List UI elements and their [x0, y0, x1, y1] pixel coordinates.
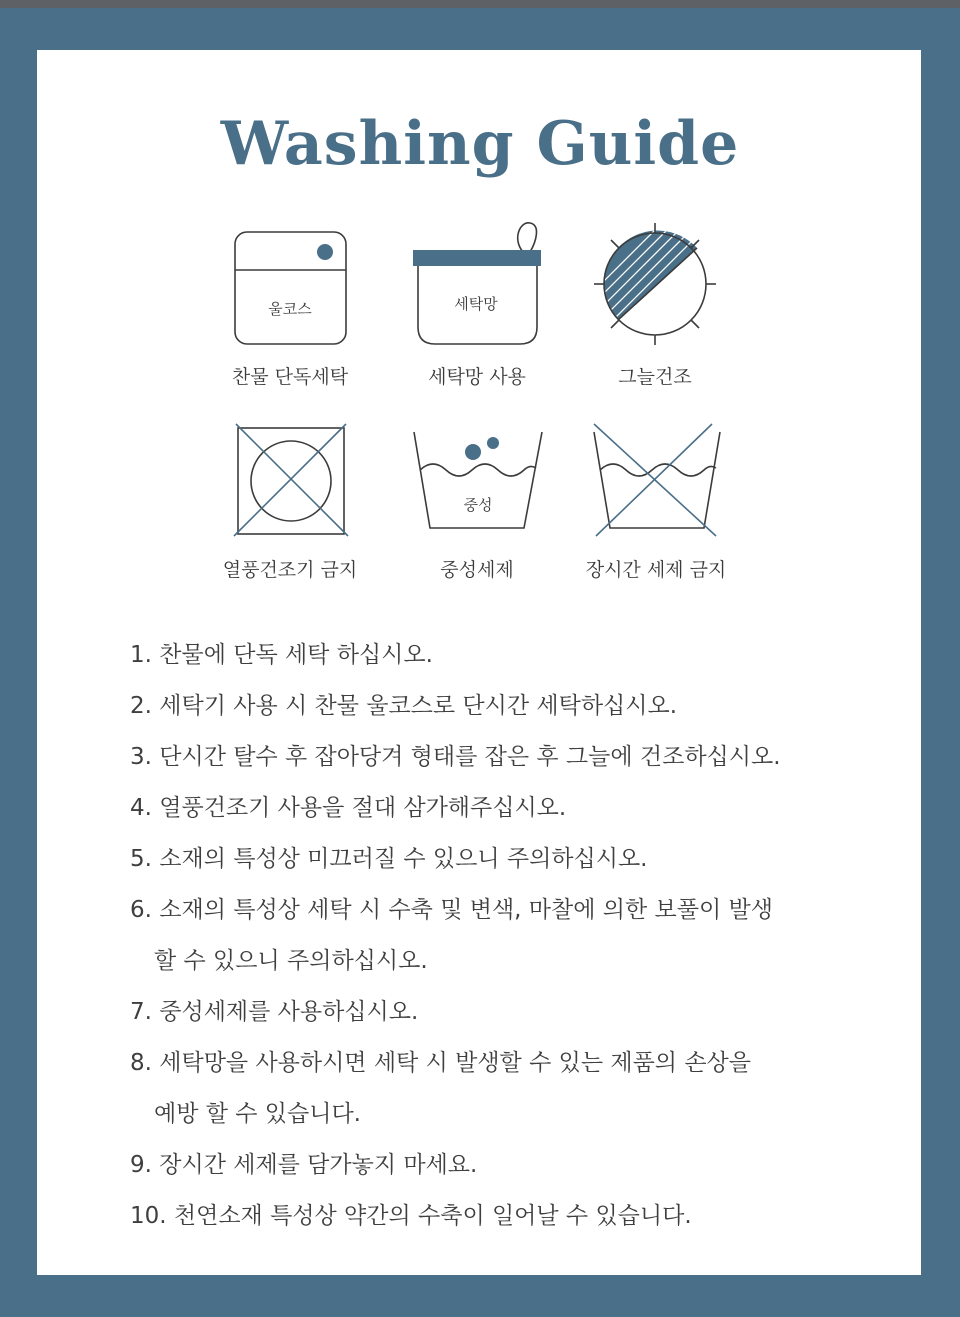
instruction-item-continuation: 예방 할 수 있습니다. [154, 1101, 361, 1127]
neutral-detergent-inner-text: 중성 [463, 496, 493, 514]
page-title: Washing Guide [220, 109, 740, 179]
instruction-item: 6. 소재의 특성상 세탁 시 수축 및 변색, 마찰에 의한 보풀이 발생 [130, 897, 773, 923]
icon-label-neutral-detergent: 중성세제 [440, 559, 514, 581]
icon-label-no-long-soak: 장시간 세제 금지 [585, 559, 727, 581]
instruction-item: 10. 천연소재 특성상 약간의 수축이 일어날 수 있습니다. [130, 1203, 692, 1229]
wool-course-inner-text: 울코스 [268, 300, 312, 318]
instruction-item: 2. 세탁기 사용 시 찬물 울코스로 단시간 세탁하십시오. [130, 693, 678, 719]
instruction-item: 3. 단시간 탈수 후 잡아당겨 형태를 잡은 후 그늘에 건조하십시오. [130, 744, 781, 770]
icon-label-cold-wash: 찬물 단독세탁 [231, 366, 349, 388]
instruction-item: 4. 열풍건조기 사용을 절대 삼가해주십시오. [130, 795, 567, 821]
icon-label-no-tumble-dry: 열풍건조기 금지 [222, 559, 358, 581]
top-strip [0, 0, 960, 8]
shade-dry-icon [590, 220, 720, 355]
instruction-item-continuation: 할 수 있으니 주의하십시오. [154, 948, 428, 974]
icon-label-laundry-net: 세탁망 사용 [428, 366, 526, 388]
wool-course-icon [230, 228, 352, 350]
icon-label-shade-dry: 그늘건조 [618, 366, 692, 388]
laundry-net-icon [408, 215, 548, 350]
instruction-list [130, 630, 890, 1242]
no-tumble-dry-icon [230, 420, 352, 542]
laundry-net-inner-text: 세탁망 [454, 295, 498, 313]
instruction-item: 7. 중성세제를 사용하십시오. [130, 999, 419, 1025]
instruction-item: 9. 장시간 세제를 담가놓지 마세요. [130, 1152, 478, 1178]
no-long-soak-icon [590, 420, 722, 538]
instruction-item: 8. 세탁망을 사용하시면 세탁 시 발생할 수 있는 제품의 손상을 [130, 1050, 751, 1076]
neutral-detergent-icon [410, 428, 546, 533]
instruction-item: 5. 소재의 특성상 미끄러질 수 있으니 주의하십시오. [130, 846, 648, 872]
instruction-item: 1. 찬물에 단독 세탁 하십시오. [130, 642, 433, 668]
